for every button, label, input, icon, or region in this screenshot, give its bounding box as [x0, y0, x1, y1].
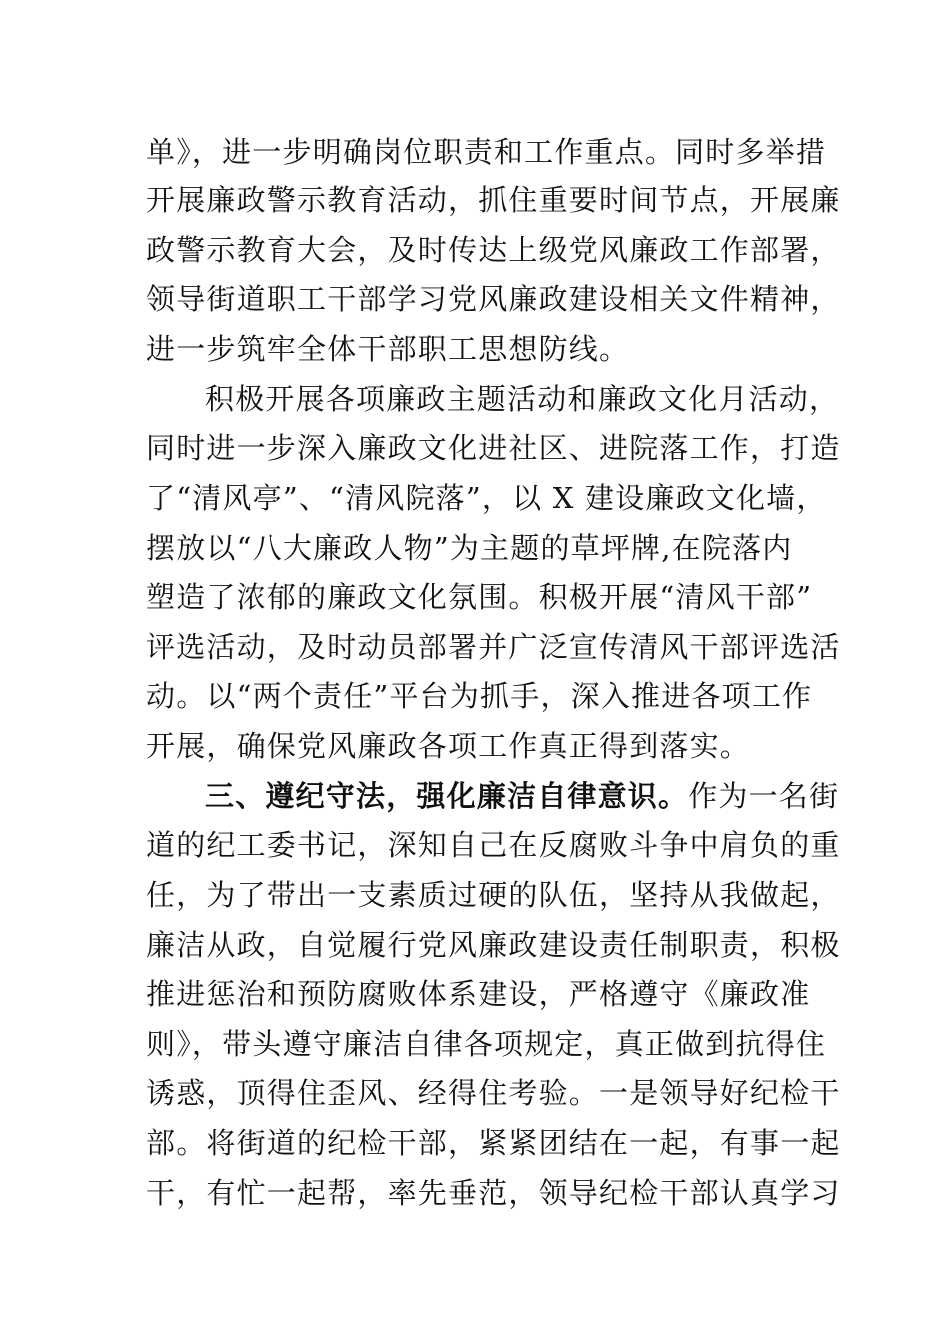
text-line: 部。将街道的纪检干部，紧紧团结在一起，有事一起: [146, 1126, 841, 1160]
text-line: 道的纪工委书记，深知自己在反腐败斗争中肩负的重: [146, 828, 841, 862]
text-line: 政警示教育大会，及时传达上级党风廉政工作部署，: [146, 233, 841, 267]
text-line: 推进惩治和预防腐败体系建设，严格遵守《廉政准: [146, 977, 811, 1011]
text-line: 摆放以“八大廉政人物”为主题的草坪牌,在院落内: [146, 531, 793, 565]
text-line: 进一步筑牢全体干部职工思想防线。: [146, 332, 630, 366]
text-line: 开展廉政警示教育活动，抓住重要时间节点，开展廉: [146, 183, 841, 217]
text-line: 任，为了带出一支素质过硬的队伍，坚持从我做起，: [146, 878, 841, 912]
section-heading-line: [205, 776, 895, 816]
section-heading: 三、遵纪守法，强化廉洁自律意识。: [205, 779, 689, 813]
text-line: 同时进一步深入廉政文化进社区、进院落工作，打造: [146, 431, 841, 465]
text-line: 则》，带头遵守廉洁自律各项规定，真正做到抗得住: [146, 1027, 827, 1061]
text-line: 塑造了浓郁的廉政文化氛围。积极开展“清风干部”: [146, 580, 813, 614]
text-line: 诱惑，顶得住歪风、经得住考验。一是领导好纪检干: [146, 1076, 841, 1110]
text-line: 动。以“两个责任”平台为抓手，深入推进各项工作: [146, 679, 813, 713]
text-line: 开展，确保党风廉政各项工作真正得到落实。: [146, 729, 751, 763]
text-line: 了“清风亭”、“清风院落”，以 X 建设廉政文化墙，: [146, 481, 827, 515]
text-line: 廉洁从政，自觉履行党风廉政建设责任制职责，积极: [146, 928, 841, 962]
text-line: 积极开展各项廉政主题活动和廉政文化月活动，: [205, 382, 840, 416]
text-line: 评选活动，及时动员部署并广泛宣传清风干部评选活: [146, 630, 841, 664]
text-line: 领导街道职工干部学习党风廉政建设相关文件精神，: [146, 282, 841, 316]
text-span: 作为一名街: [688, 779, 840, 813]
text-line: 干，有忙一起帮，率先垂范，领导纪检干部认真学习: [146, 1176, 841, 1210]
text-line: 单》，进一步明确岗位职责和工作重点。同时多举措: [146, 135, 827, 169]
